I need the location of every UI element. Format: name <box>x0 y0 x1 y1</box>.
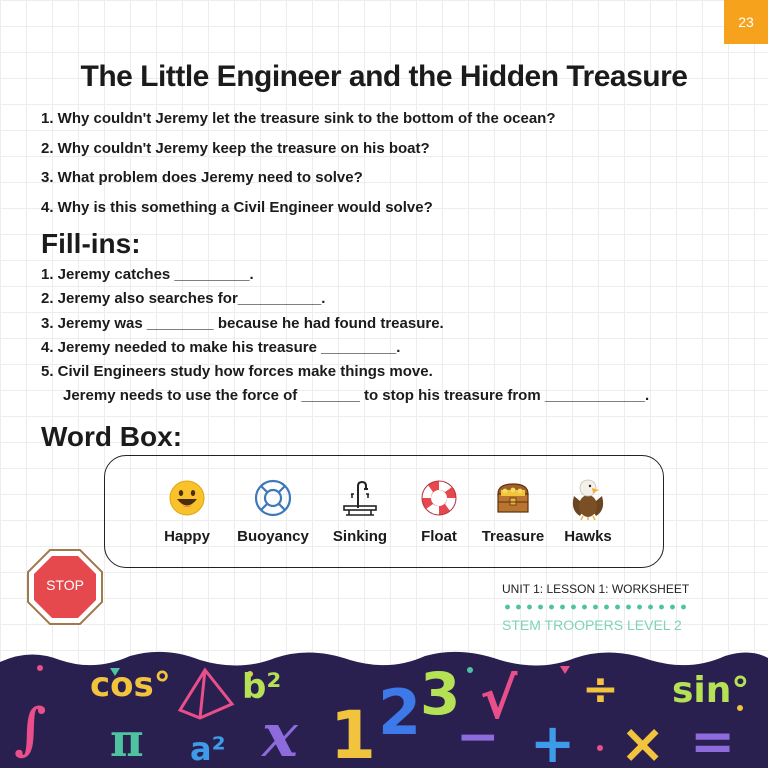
sink-icon <box>315 478 405 518</box>
stop-label: STOP <box>46 577 84 593</box>
footer-symbol: = <box>690 710 736 768</box>
dotted-divider <box>502 604 692 610</box>
fillin-item: Jeremy needs to use the force of _______ to stop his treasure from ____________. <box>63 387 650 405</box>
footer-symbol: × <box>620 712 666 768</box>
fillins-heading: Fill-ins: <box>41 228 141 259</box>
word-label: Happy <box>164 528 210 545</box>
word-label: Buoyancy <box>237 528 309 545</box>
word-hawks <box>543 478 633 545</box>
fillin-list <box>41 266 649 412</box>
word-label: Hawks <box>564 528 612 545</box>
footer-symbol: b² <box>242 667 282 707</box>
fillin-item: 2. Jeremy also searches for__________. <box>41 290 326 308</box>
word-happy <box>142 478 232 545</box>
word-label: Float <box>421 528 457 545</box>
question-item: 4. Why is this something a Civil Engineer would solve? <box>41 198 433 216</box>
fillin-item: 3. Jeremy was ________ because he had found treasure. <box>41 314 444 332</box>
wordbox-heading: Word Box: <box>41 421 183 452</box>
word-sinking <box>315 478 405 545</box>
footer-symbol: π <box>110 713 144 767</box>
unit-label: UNIT 1: LESSON 1: WORKSHEET <box>502 582 690 596</box>
question-list <box>41 110 555 228</box>
footer-symbol: cos° <box>90 665 171 705</box>
fillin-item: 4. Jeremy needed to make his treasure _________. <box>41 338 401 356</box>
happy-face-icon <box>142 478 232 518</box>
footer-symbol: a² <box>190 730 226 768</box>
footer-symbol: x <box>262 701 298 768</box>
question-item: 2. Why couldn't Jeremy keep the treasure on his boat? <box>41 139 430 157</box>
life-ring-outline-icon <box>228 478 318 518</box>
fillin-item: 1. Jeremy catches _________. <box>41 266 254 283</box>
footer-symbol: − <box>456 707 500 767</box>
question-item: 3. What problem does Jeremy need to solve? <box>41 169 363 186</box>
footer-symbol: 1 <box>330 697 376 768</box>
footer-symbol: √ <box>480 667 518 732</box>
word-buoyancy <box>228 478 318 545</box>
page-number: 23 <box>724 0 768 44</box>
footer-symbol: 3 <box>420 660 461 728</box>
level-label: STEM TROOPERS LEVEL 2 <box>502 617 682 633</box>
math-footer-banner <box>0 648 768 768</box>
footer-symbol: + <box>530 712 576 768</box>
footer-symbol: ÷ <box>582 664 619 715</box>
word-label: Treasure <box>481 528 545 545</box>
word-box <box>104 455 664 568</box>
page-title: The Little Engineer and the Hidden Treasure <box>80 60 688 93</box>
question-item: 1. Why couldn't Jeremy let the treasure sink to the bottom of the ocean? <box>41 110 556 127</box>
footer-symbol: sin° <box>672 670 750 711</box>
fillin-item: 5. Civil Engineers study how forces make things move. <box>41 363 433 381</box>
eagle-icon <box>543 478 633 518</box>
footer-symbol: 2 <box>378 676 422 749</box>
word-label: Sinking <box>332 528 388 545</box>
footer-symbol: ∫ <box>14 696 47 762</box>
